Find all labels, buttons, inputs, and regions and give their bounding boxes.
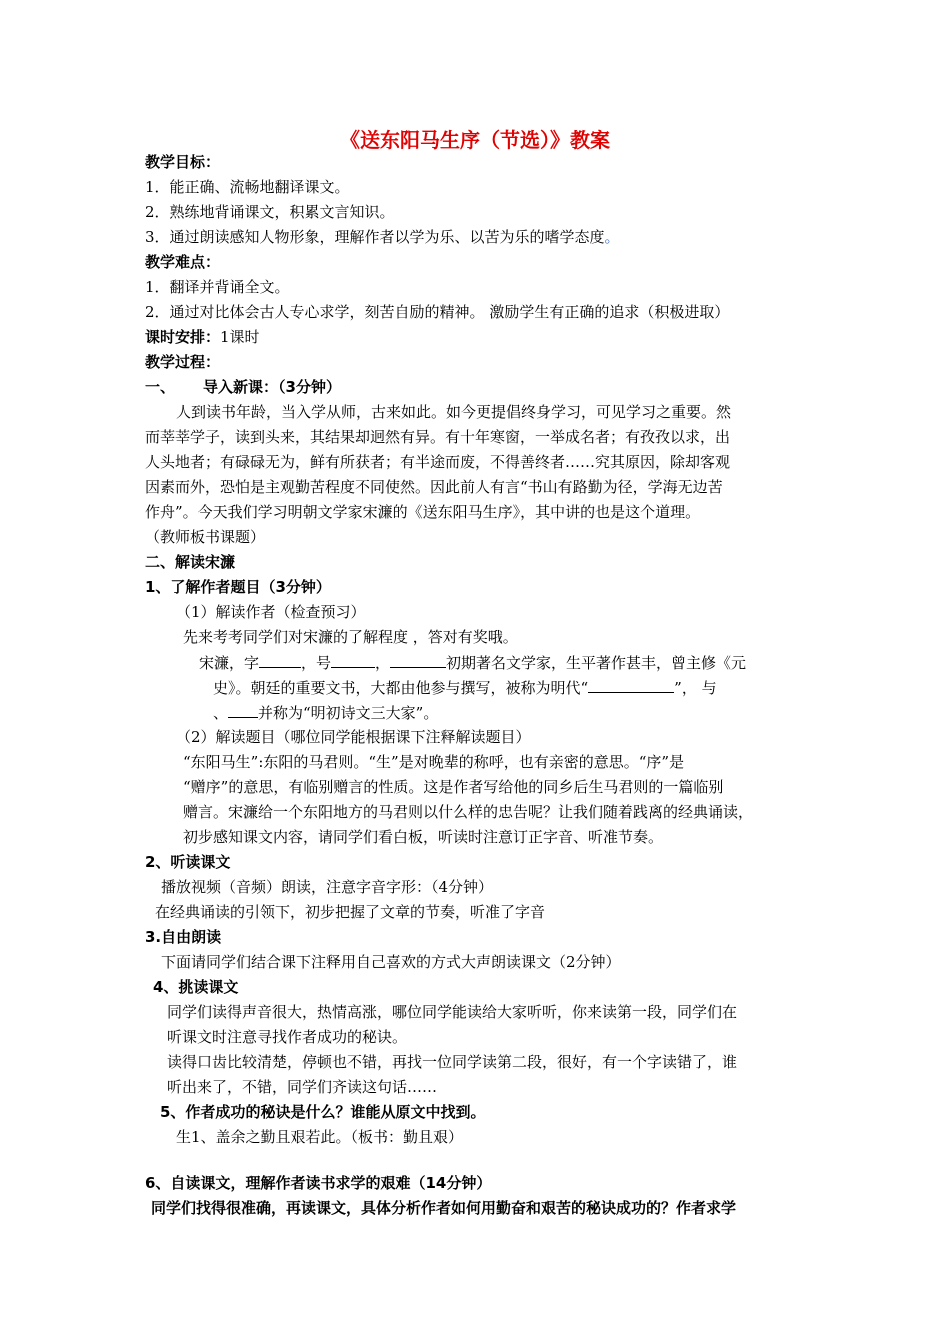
schedule-label: 课时安排：: [145, 328, 221, 346]
author-prompt: （1）解读作者（检查预习）: [176, 603, 366, 621]
fill-in-line-1: [199, 652, 746, 673]
document-title: 《送东阳马生序（节选）》教案: [340, 128, 610, 152]
fill-text-c: ，: [375, 654, 391, 672]
fill-in-line-2: [213, 677, 717, 698]
section-1-title: 导入新课：（3分钟）: [203, 378, 341, 396]
pick-reading-line: 听出来了，不错，同学们齐读这句话……: [167, 1078, 438, 1096]
difficulty-item-1: 1．翻译并背诵全文。: [145, 278, 290, 296]
author-intro: 先来考考同学们对宋濂的了解程度 ，答对有奖哦。: [183, 628, 518, 646]
pick-reading-line: 同学们读得声音很大，热情高涨，哪位同学能读给大家听听，你来读第一段，同学们在: [167, 1003, 738, 1021]
pick-reading-line: 听课文时注意寻找作者成功的秘诀。: [167, 1028, 408, 1046]
intro-paragraph-line: 而莘莘学子，读到头来，其结果却迥然有异。有十年寒窗，一举成名者；有孜孜以求，出: [145, 428, 731, 446]
goal-item-2: 2．熟练地背诵课文，积累文言知识。: [145, 203, 395, 221]
intro-paragraph-line: 人头地者；有碌碌无为，鲜有所获者；有半途而废，不得善终者……究其原因，除却客观: [145, 453, 731, 471]
secret-heading: 5、作者成功的秘诀是什么？谁能从原文中找到。: [160, 1103, 486, 1121]
intro-paragraph-line: 作舟”。今天我们学习明朝文学家宋濂的《送东阳马生序》，其中讲的也是这个道理。: [145, 503, 701, 521]
listen-heading: 2、听读课文: [145, 853, 231, 871]
fill-blank-courtesy-name: [259, 652, 301, 668]
process-heading: 教学过程：: [145, 353, 221, 371]
pick-reading-line: 读得口齿比较清楚，停顿也不错，再找一位同学读第二段，很好，有一个字读错了，谁: [167, 1053, 738, 1071]
fill-text-g: 、: [213, 704, 229, 722]
intro-paragraph-line: 因素而外，恐怕是主观勤苦程度不同使然。因此前人有言“书山有路勤为径，学海无边苦: [145, 478, 723, 496]
secret-answer: 生1、盖余之勤且艰若此。（板书：勤且艰）: [176, 1128, 464, 1146]
title-paragraph-line: “赠序”的意思，有临别赠言的性质。这是作者写给他的同乡后生马君则的一篇临别: [183, 778, 724, 796]
fill-in-line-3: [213, 702, 438, 723]
subsection-author-title: 1、了解作者题目（3分钟）: [145, 578, 331, 596]
fill-text-a: 宋濂，字: [199, 654, 260, 672]
fill-text-e: 史》。朝廷的重要文书，大都由他参与撰写，被称为明代“: [213, 679, 589, 697]
free-reading-heading: 3.自由朗读: [145, 928, 222, 946]
goal-item-1: 1．能正确、流畅地翻译课文。: [145, 178, 350, 196]
fill-text-b: ，号: [301, 654, 332, 672]
intro-paragraph-line: 人到读书年龄，当入学从师，古来如此。如今更提倡终身学习，可见学习之重要。然: [176, 403, 732, 421]
title-paragraph-line: 赠言。宋濂给一个东阳地方的马君则以什么样的忠告呢？让我们随着践离的经典诵读，: [183, 803, 754, 821]
goal-item-3: [145, 227, 620, 247]
schedule-line: [145, 327, 260, 347]
self-reading-heading: 6、自读课文，理解作者读书求学的艰难（14分钟）: [145, 1174, 492, 1192]
fill-blank-pseudonym: [331, 652, 375, 668]
goals-heading: 教学目标：: [145, 153, 221, 171]
section-2-heading: 二、解读宋濂: [145, 553, 236, 571]
title-paragraph-line: “东阳马生”:东阳的马君则。“生”是对晚辈的称呼，也有亲密的意思。“序”是: [183, 753, 685, 771]
fill-text-d: 初期著名文学家，生平著作甚丰，曾主修《元: [446, 654, 747, 672]
title-paragraph-line: 初步感知课文内容，请同学们看白板，听读时注意订正字音、听准节奏。: [183, 828, 664, 846]
schedule-value: 1课时: [220, 328, 260, 346]
difficulties-heading: 教学难点：: [145, 253, 221, 271]
fill-text-h: 并称为“明初诗文三大家”。: [258, 704, 439, 722]
listen-line-1: 播放视频（音频）朗读，注意字音字形：（4分钟）: [161, 878, 494, 896]
fill-blank-title: [588, 677, 674, 693]
title-prompt: （2）解读题目（哪位同学能根据课下注释解读题目）: [176, 728, 531, 746]
fill-blank-poet: [228, 702, 258, 718]
self-reading-line: 同学们找得很准确，再读课文，具体分析作者如何用勤奋和艰苦的秘诀成功的？作者求学: [151, 1199, 737, 1217]
listen-line-2: 在经典诵读的引领下，初步把握了文章的节奏，听准了字音: [155, 903, 546, 921]
goal-item-3-period: 。: [604, 228, 620, 246]
section-1-number: 一、: [145, 378, 176, 396]
section-1-heading: [145, 377, 341, 397]
difficulty-item-2: 2．通过对比体会古人专心求学，刻苦自励的精神。 激励学生有正确的追求（积极进取）: [145, 303, 730, 321]
intro-paragraph-line: （教师板书课题）: [145, 528, 266, 546]
pick-reading-heading: 4、挑读课文: [153, 978, 239, 996]
fill-text-f: ”， 与: [674, 679, 717, 697]
goal-item-3-text: 3．通过朗读感知人物形象，理解作者以学为乐、以苦为乐的嗜学态度: [145, 228, 605, 246]
free-reading-line: 下面请同学们结合课下注释用自己喜欢的方式大声朗读课文（2分钟）: [161, 953, 621, 971]
fill-blank-dynasty: [390, 652, 446, 668]
